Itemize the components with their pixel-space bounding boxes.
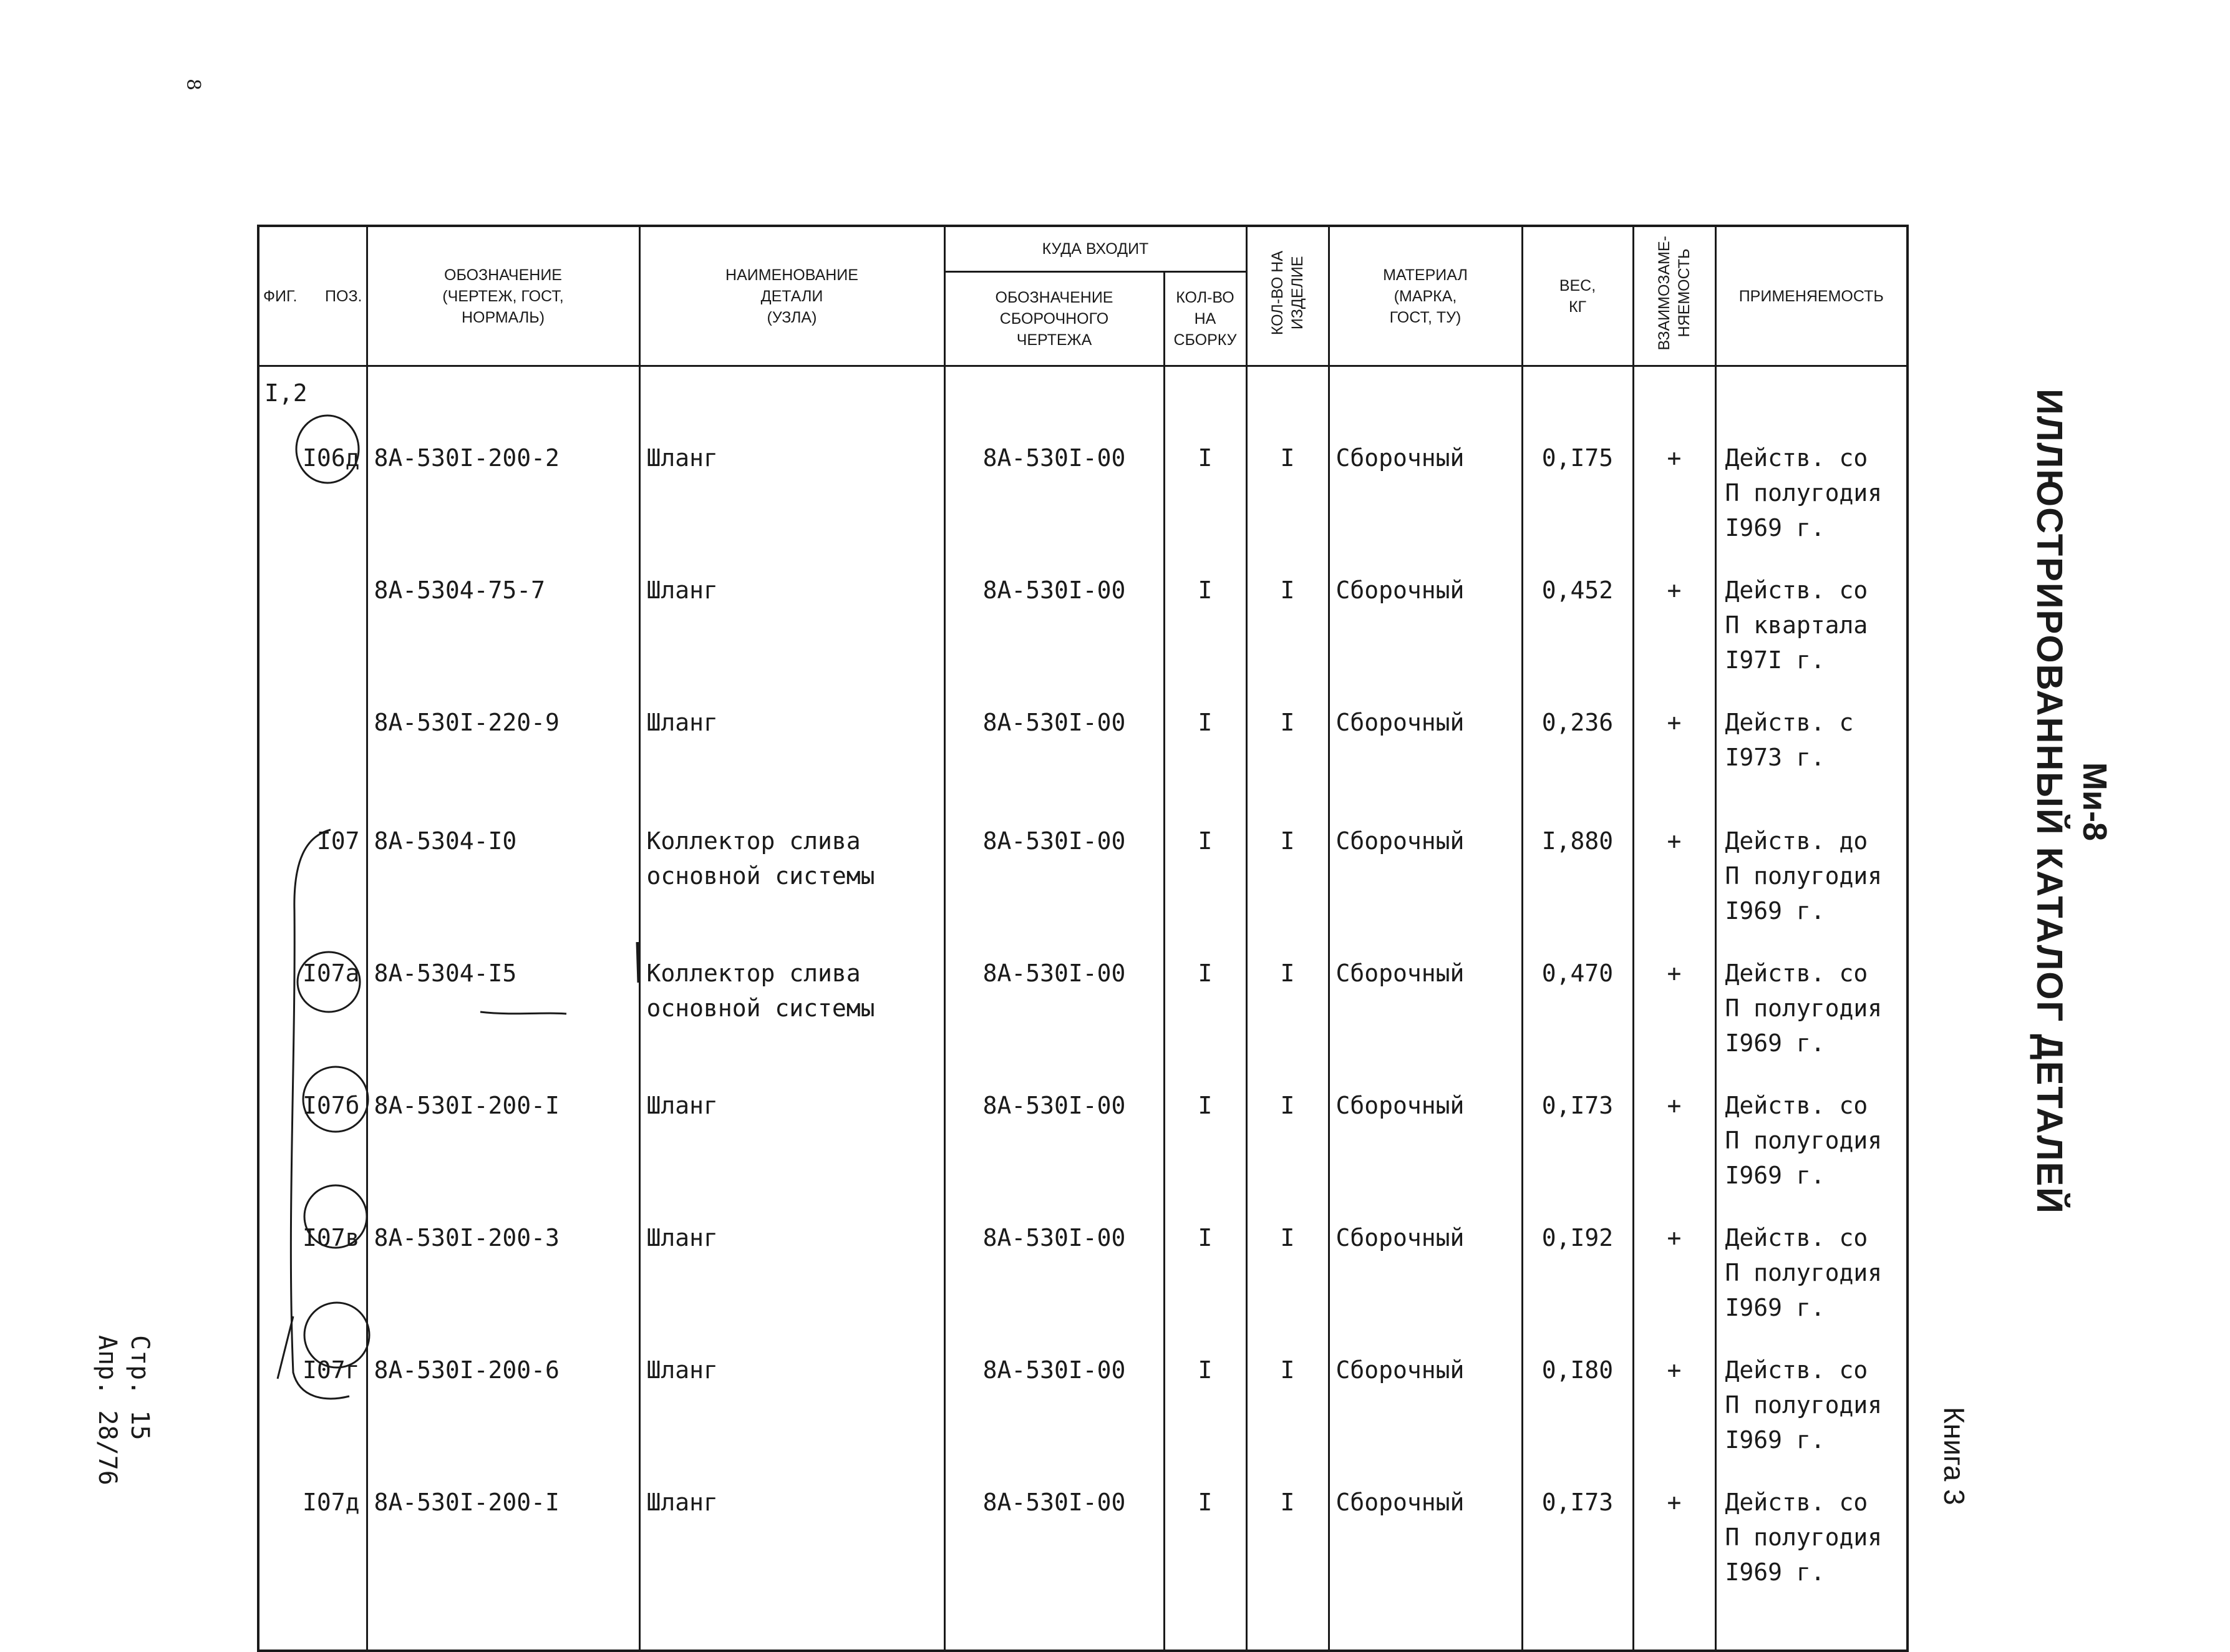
cell-designation: 8А-5304-75-7	[374, 576, 546, 604]
cell-qty-assembly: I	[1198, 709, 1213, 736]
cell-qty-assembly: I	[1198, 1092, 1213, 1119]
figure-label-row	[258, 366, 1908, 414]
cell-position: I07	[316, 827, 360, 855]
cell-position: I07в	[302, 1224, 360, 1251]
cell-qty-assembly: I	[1198, 827, 1213, 855]
header-fig-pos	[258, 226, 367, 366]
revision-date: Апр. 28/76	[93, 1335, 122, 1485]
cell-material: Сборочный	[1336, 576, 1465, 604]
cell-assembly-drawing: 8А-530I-00	[982, 827, 1126, 855]
cell-designation: 8А-530I-200-6	[374, 1356, 560, 1384]
cell-interchangeable-mark: +	[1667, 444, 1682, 472]
cell-applicability: Действ. со П полугодия I969 г.	[1725, 1092, 1883, 1189]
cell-position: I07а	[302, 960, 360, 987]
cell-weight: 0,I73	[1541, 1092, 1614, 1119]
cell-qty-assembly: I	[1198, 576, 1213, 604]
header-weight: ВЕС, КГ	[1522, 226, 1633, 366]
cell-weight: 0,236	[1541, 709, 1614, 736]
cell-qty-assembly: I	[1198, 444, 1213, 472]
cell-designation: 8А-5304-I0	[374, 827, 517, 855]
cell-qty-assembly: I	[1198, 1489, 1213, 1516]
cell-qty-item: I	[1280, 576, 1295, 604]
cell-weight: 0,I73	[1541, 1489, 1614, 1516]
cell-qty-item: I	[1280, 1224, 1295, 1251]
cell-assembly-drawing: 8А-530I-00	[982, 1224, 1126, 1251]
cell-weight: 0,I80	[1541, 1356, 1614, 1384]
cell-material: Сборочный	[1336, 1356, 1465, 1384]
page-reference	[91, 1335, 156, 1485]
header-applicability: ПРИМЕНЯЕМОСТЬ	[1715, 226, 1908, 366]
cell-part-name: Шланг	[646, 1489, 718, 1516]
table-filler-row	[258, 1590, 1908, 1651]
cell-material: Сборочный	[1336, 960, 1465, 987]
cell-part-name: Коллектор слива основной системы	[646, 827, 875, 890]
cell-interchangeable-mark: +	[1667, 709, 1682, 736]
table-row	[258, 545, 1908, 678]
cell-qty-assembly: I	[1198, 1224, 1213, 1251]
table-row	[258, 1193, 1908, 1325]
cell-applicability: Действ. со П полугодия I969 г.	[1725, 960, 1883, 1057]
cell-applicability: Действ. до П полугодия I969 г.	[1725, 827, 1883, 925]
cell-weight: 0,470	[1541, 960, 1614, 987]
cell-interchangeable-mark: +	[1667, 1224, 1682, 1251]
cell-designation: 8А-530I-200-2	[374, 444, 560, 472]
cell-designation: 8А-5304-I5	[374, 960, 517, 987]
parts-catalog-table	[257, 225, 1909, 1652]
cell-weight: 0,I75	[1541, 444, 1614, 472]
cell-designation: 8А-530I-220-9	[374, 709, 560, 736]
catalog-title: ИЛЛЮСТРИРОВАННЫЙ КАТАЛОГ ДЕТАЛЕЙ	[2029, 389, 2070, 1215]
cell-qty-item: I	[1280, 827, 1295, 855]
cell-assembly-drawing: 8А-530I-00	[982, 444, 1126, 472]
cell-interchangeable-mark: +	[1667, 1092, 1682, 1119]
figure-label: I,2	[264, 379, 308, 407]
cell-qty-item: I	[1280, 960, 1295, 987]
cell-designation: 8А-530I-200-I	[374, 1092, 560, 1119]
cell-applicability: Действ. с I973 г.	[1725, 709, 1854, 771]
cell-interchangeable-mark: +	[1667, 1489, 1682, 1516]
cell-applicability: Действ. со П полугодия I969 г.	[1725, 1489, 1883, 1586]
cell-applicability: Действ. со П квартала I97I г.	[1725, 576, 1868, 674]
cell-designation: 8А-530I-200-3	[374, 1224, 560, 1251]
table-row	[258, 928, 1908, 1061]
page-mark: 8	[182, 78, 205, 91]
header-qty-item-text: КОЛ-ВО НА ИЗДЕЛИЕ	[1269, 251, 1306, 336]
cell-part-name: Коллектор слива основной системы	[646, 960, 875, 1022]
cell-qty-item: I	[1280, 1356, 1295, 1384]
header-qty-assembly: КОЛ-ВО НА СБОРКУ	[1164, 272, 1246, 366]
cell-part-name: Шланг	[646, 1224, 718, 1251]
cell-assembly-drawing: 8А-530I-00	[982, 1092, 1126, 1119]
table-body	[258, 366, 1908, 1651]
page-number: Стр. 15	[125, 1335, 154, 1441]
header-pos: ПОЗ.	[325, 287, 362, 305]
header-fig: ФИГ.	[263, 287, 298, 305]
aircraft-model: Ми-8	[2076, 762, 2113, 842]
cell-position: I07г	[302, 1356, 360, 1384]
cell-interchangeable-mark: +	[1667, 960, 1682, 987]
cell-qty-item: I	[1280, 1092, 1295, 1119]
cell-part-name: Шланг	[646, 709, 718, 736]
cell-material: Сборочный	[1336, 709, 1465, 736]
cell-assembly-drawing: 8А-530I-00	[982, 709, 1126, 736]
cell-applicability: Действ. со П полугодия I969 г.	[1725, 1356, 1883, 1454]
cell-qty-item: I	[1280, 1489, 1295, 1516]
cell-applicability: Действ. со П полугодия I969 г.	[1725, 444, 1883, 542]
cell-part-name: Шланг	[646, 444, 718, 472]
table-row	[258, 1061, 1908, 1193]
cell-weight: 0,I92	[1541, 1224, 1614, 1251]
cell-position: I06д	[302, 444, 360, 472]
cell-position: I07д	[302, 1489, 360, 1516]
cell-applicability: Действ. со П полугодия I969 г.	[1725, 1224, 1883, 1321]
table-row	[258, 796, 1908, 928]
table-header	[258, 226, 1908, 366]
cell-material: Сборочный	[1336, 1224, 1465, 1251]
cell-interchangeable-mark: +	[1667, 827, 1682, 855]
cell-qty-assembly: I	[1198, 1356, 1213, 1384]
cell-qty-assembly: I	[1198, 960, 1213, 987]
table-row	[258, 1457, 1908, 1590]
table-row	[258, 413, 1908, 545]
header-material: МАТЕРИАЛ (МАРКА, ГОСТ, ТУ)	[1329, 226, 1522, 366]
cell-part-name: Шланг	[646, 576, 718, 604]
header-where-used: КУДА ВХОДИТ	[944, 226, 1246, 272]
header-assembly-drawing: ОБОЗНАЧЕНИЕ СБОРОЧНОГО ЧЕРТЕЖА	[944, 272, 1164, 366]
cell-material: Сборочный	[1336, 1092, 1465, 1119]
cell-part-name: Шланг	[646, 1092, 718, 1119]
cell-material: Сборочный	[1336, 444, 1465, 472]
header-designation: ОБОЗНАЧЕНИЕ (ЧЕРТЕЖ, ГОСТ, НОРМАЛЬ)	[367, 226, 639, 366]
cell-assembly-drawing: 8А-530I-00	[982, 1356, 1126, 1384]
cell-position: I07б	[302, 1092, 360, 1119]
cell-designation: 8А-530I-200-I	[374, 1489, 560, 1516]
header-interchangeability-text: ВЗАИМОЗАМЕ- НЯЕМОСТЬ	[1656, 236, 1693, 351]
table-row	[258, 678, 1908, 796]
cell-interchangeable-mark: +	[1667, 576, 1682, 604]
cell-qty-item: I	[1280, 709, 1295, 736]
cell-material: Сборочный	[1336, 827, 1465, 855]
side-header	[2025, 389, 2116, 1215]
cell-material: Сборочный	[1336, 1489, 1465, 1516]
header-interchangeability	[1633, 226, 1715, 366]
cell-assembly-drawing: 8А-530I-00	[982, 960, 1126, 987]
cell-part-name: Шланг	[646, 1356, 718, 1384]
cell-interchangeable-mark: +	[1667, 1356, 1682, 1384]
table-row	[258, 1325, 1908, 1457]
cell-assembly-drawing: 8А-530I-00	[982, 1489, 1126, 1516]
cell-position	[259, 545, 366, 573]
book-label: Книга 3	[1938, 1407, 1971, 1505]
cell-assembly-drawing: 8А-530I-00	[982, 576, 1126, 604]
cell-position	[259, 678, 366, 705]
header-qty-item	[1246, 226, 1329, 366]
cell-qty-item: I	[1280, 444, 1295, 472]
cell-weight: I,880	[1541, 827, 1614, 855]
cell-weight: 0,452	[1541, 576, 1614, 604]
header-part-name: НАИМЕНОВАНИЕ ДЕТАЛИ (УЗЛА)	[639, 226, 944, 366]
